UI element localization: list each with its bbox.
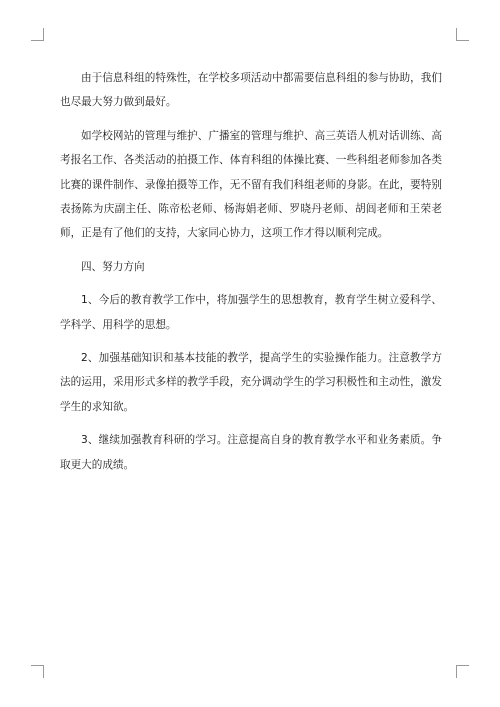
list-item-3: 3、继续加强教育科研的学习。注意提高自身的教育教学水平和业务素质。争取更大的成绩。 xyxy=(60,434,442,471)
crop-mark-bottom-left xyxy=(31,665,44,678)
document-body xyxy=(60,66,442,486)
crop-mark-top-right xyxy=(456,28,469,41)
crop-mark-bottom-right xyxy=(456,665,469,678)
paragraph-work-examples: 如学校网站的管理与维护、广播室的管理与维护、高三英语人机对话训练、高考报名工作、各类活动的拍摄工作、体育科组的体操比赛、一些科组老师参加各类比赛的课件制作、录像拍摄等工作，无不留有我们科组老师的身影。在此，要特别表扬陈为庆副主任、陈帝松老师、杨海娟老师、罗晓丹老师、胡闾老师和王荣老师，正是有了他们的支持，大家同心协力，这项工作才得以顺利完成。 xyxy=(60,129,442,240)
crop-mark-top-left xyxy=(31,28,44,41)
list-item-2: 2、加强基础知识和基本技能的教学，提高学生的实验操作能力。注意教学方法的运用，采用形式多样的教学手段，充分调动学生的学习积极性和主动性，激发学生的求知欲。 xyxy=(60,352,442,413)
paragraph-info-group-role: 由于信息科组的特殊性，在学校多项活动中都需要信息科组的参与协助，我们也尽最大努力做到最好。 xyxy=(60,72,442,109)
list-item-1: 1、今后的教育教学工作中，将加强学生的思想教育，教育学生树立爱科学、学科学、用科学的思想。 xyxy=(60,294,442,331)
section-heading-direction: 四、努力方向 xyxy=(81,260,145,273)
